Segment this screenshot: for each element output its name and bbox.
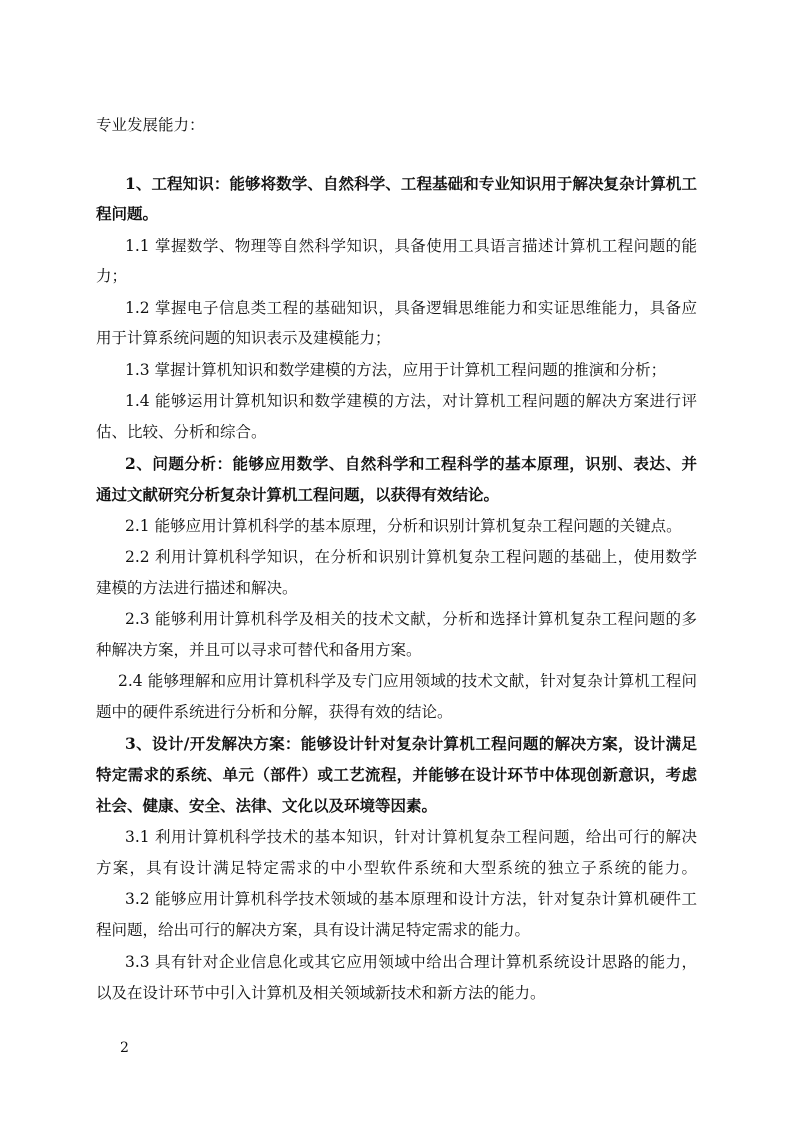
- item-2-4-line-1: 2.4 能够理解和应用计算机科学及专门应用领域的技术文献，针对复杂计算机工程问: [118, 672, 697, 690]
- section-3-title-line-2: 特定需求的系统、单元（部件）或工艺流程，并能够在设计环节中体现创新意识，考虑: [96, 765, 697, 784]
- section-2-title-line-2: 通过文献研究分析复杂计算机工程问题，以获得有效结论。: [96, 485, 500, 504]
- section-1-title-line-2: 程问题。: [96, 204, 159, 223]
- item-2-4-line-2: 题中的硬件系统进行分析和分解，获得有效的结论。: [96, 703, 453, 721]
- item-1-1-line-2: 力；: [96, 267, 128, 285]
- item-1-2-line-2: 用于计算系统问题的知识表示及建模能力；: [96, 329, 391, 347]
- item-2-3-line-1: 2.3 能够利用计算机科学及相关的技术文献，分析和选择计算机复杂工程问题的多: [125, 610, 697, 628]
- item-2-2-line-1: 2.2 利用计算机科学知识，在分析和识别计算机复杂工程问题的基础上，使用数学: [125, 548, 697, 566]
- item-3-1-line-2: 方案，具有设计满足特定需求的中小型软件系统和大型系统的独立子系统的能力。: [96, 859, 697, 877]
- page-number: 2: [120, 1040, 129, 1056]
- item-1-4-line-2: 估、比较、分析和综合。: [96, 423, 267, 441]
- section-3-title-line-1: 3、设计/开发解决方案：能够设计针对复杂计算机工程问题的解决方案，设计满足: [125, 734, 697, 753]
- item-1-3-line-1: 1.3 掌握计算机知识和数学建模的方法，应用于计算机工程问题的推演和分析；: [125, 361, 667, 379]
- item-2-3-line-2: 种解决方案，并且可以寻求可替代和备用方案。: [96, 641, 422, 659]
- section-2-title-line-1: 2、问题分析：能够应用数学、自然科学和工程科学的基本原理，识别、表达、并: [125, 454, 697, 473]
- item-3-2-line-2: 程问题，给出可行的解决方案，具有设计满足特定需求的能力。: [96, 921, 531, 939]
- item-2-2-line-2: 建模的方法进行描述和解决。: [96, 579, 298, 597]
- section-1-title-line-1: 1、工程知识：能够将数学、自然科学、工程基础和专业知识用于解决复杂计算机工: [125, 174, 697, 193]
- section-3-title-line-3: 社会、健康、安全、法律、文化以及环境等因素。: [96, 796, 438, 815]
- intro-heading: 专业发展能力：: [96, 116, 205, 134]
- item-1-1-line-1: 1.1 掌握数学、物理等自然科学知识，具备使用工具语言描述计算机工程问题的能: [125, 237, 697, 255]
- item-2-1-line-1: 2.1 能够应用计算机科学的基本原理，分析和识别计算机复杂工程问题的关键点。: [125, 517, 682, 535]
- item-1-4-line-1: 1.4 能够运用计算机知识和数学建模的方法，对计算机工程问题的解决方案进行评: [125, 392, 697, 410]
- item-3-3-line-1: 3.3 具有针对企业信息化或其它应用领域中给出合理计算机系统设计思路的能力，: [125, 953, 697, 971]
- item-3-3-line-2: 以及在设计环节中引入计算机及相关领域新技术和新方法的能力。: [96, 984, 546, 1002]
- item-1-2-line-1: 1.2 掌握电子信息类工程的基础知识，具备逻辑思维能力和实证思维能力，具备应: [125, 299, 697, 317]
- item-3-2-line-1: 3.2 能够应用计算机科学技术领域的基本原理和设计方法，针对复杂计算机硬件工: [125, 890, 697, 908]
- item-3-1-line-1: 3.1 利用计算机科学技术的基本知识，针对计算机复杂工程问题，给出可行的解决: [125, 828, 697, 846]
